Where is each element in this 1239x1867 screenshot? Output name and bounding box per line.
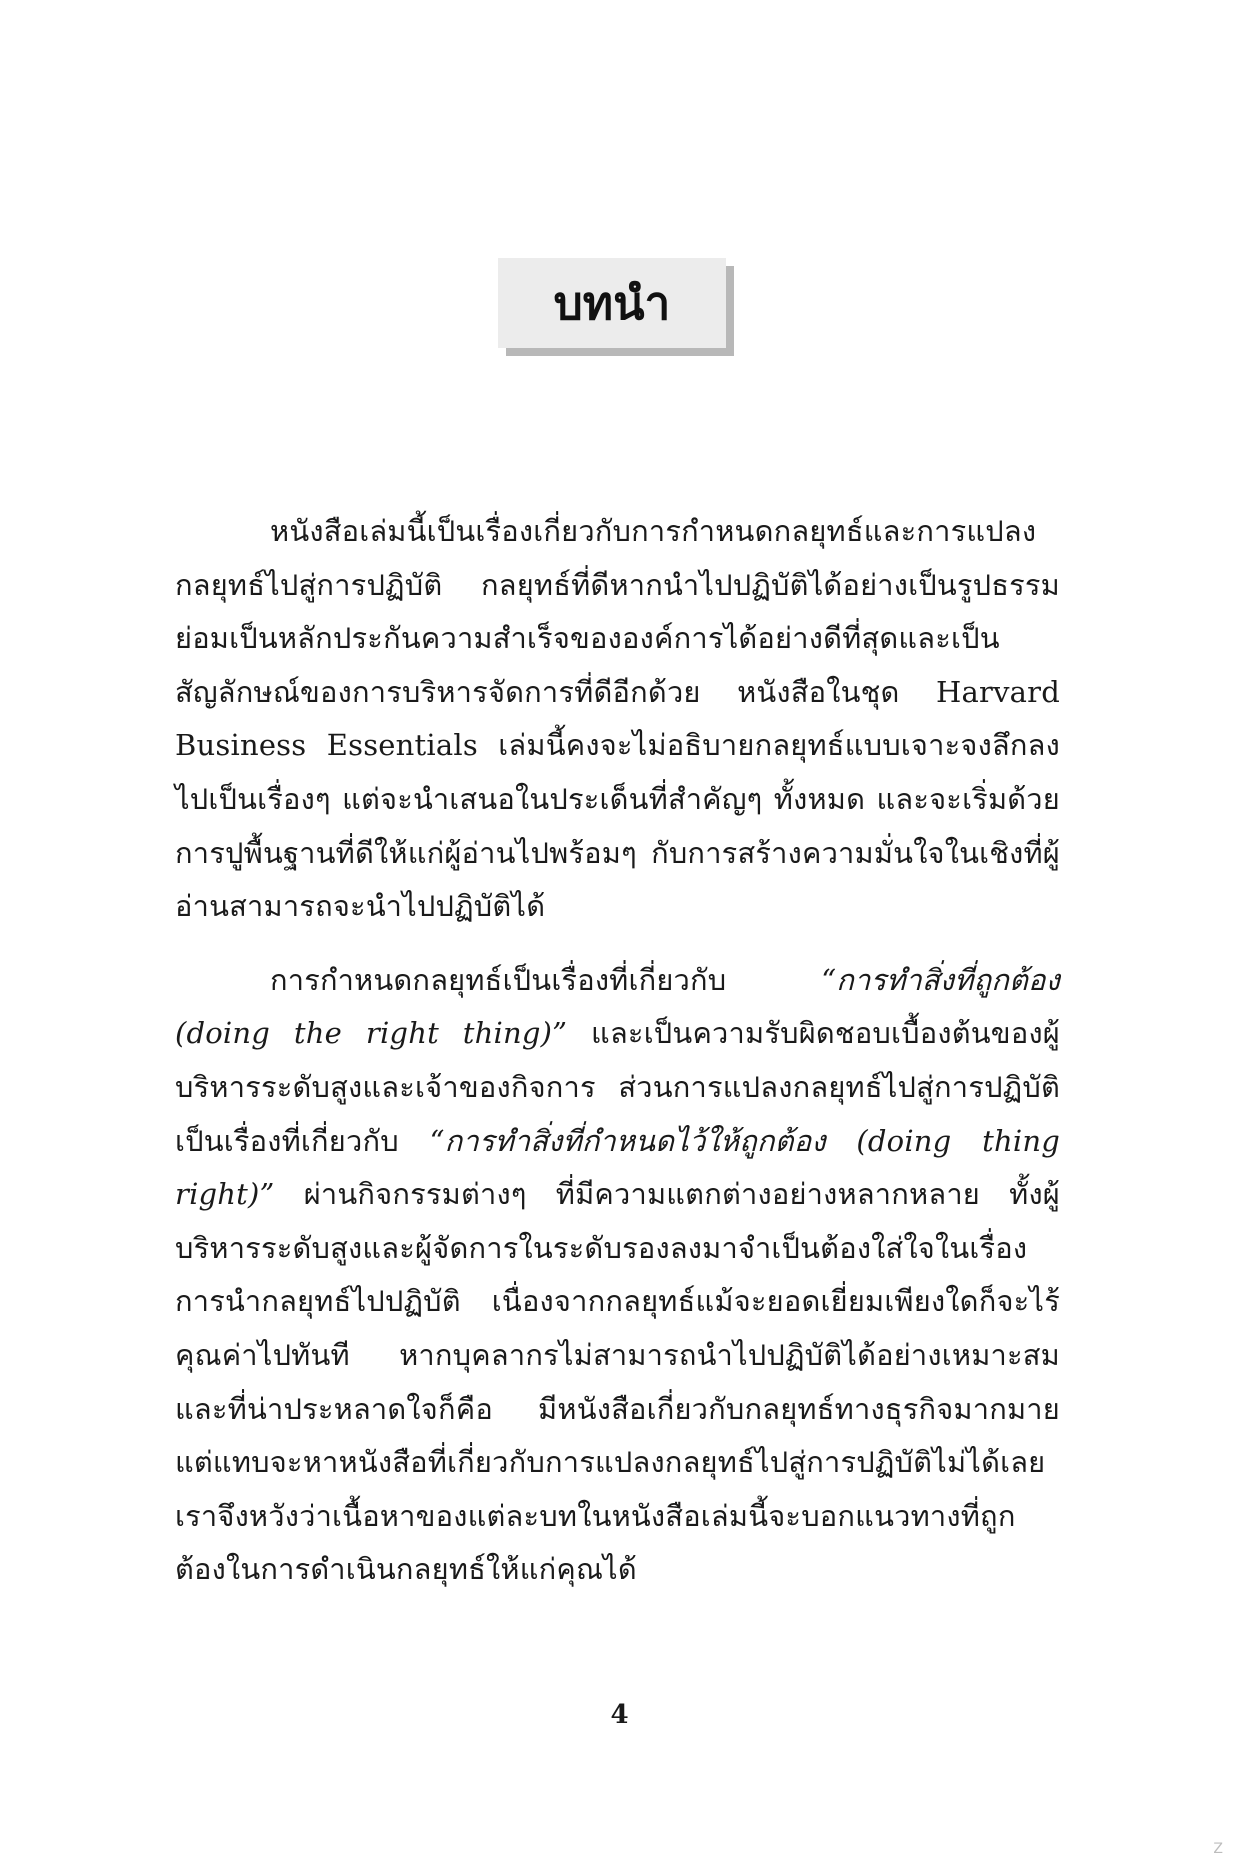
chapter-title-block [498, 258, 726, 350]
paragraph-1-text-a: หนังสือเล่มนี้เป็นเรื่องเกี่ยวกับการกำหนดกลยุทธ์และการแปลงกลยุทธ์ไปสู่การปฏิบัติ กลยุทธ์ที่ดีหากนำไปปฏิบัติได้อย่างเป็นรูปธรรม ย่อมเป็นหลักประกันความสำเร็จขององค์การได้อย่างดีที่สุดและเป็นสัญลักษณ์ของการบริหารจัดการที่ดีอีกด้วย หนังสือในชุด [175, 514, 1060, 709]
paragraph-2-quote-2: “การทำสิ่งที่กำหนดไว้ให้ถูกต้อง (doing thing right)” [175, 1123, 1060, 1212]
paragraph-1-text-b: เล่มนี้คงจะไม่อธิบายกลยุทธ์แบบเจาะจงลึกลงไปเป็นเรื่องๆ แต่จะนำเสนอในประเด็นที่สำคัญๆ ทั้งหมด และจะเริ่มด้วยการปูพื้นฐานที่ดีให้แก่ผู้อ่านไปพร้อมๆ กับการสร้างความมั่นใจในเชิงที่ผู้อ่านสามารถจะนำไปปฏิบัติได้ [175, 728, 1060, 924]
paragraph-2-text-a: การกำหนดกลยุทธ์เป็นเรื่องที่เกี่ยวกับ [270, 962, 822, 997]
paragraph-2-quote-1: “การทำสิ่งที่ถูกต้อง (doing the right thing)” [175, 962, 1060, 1051]
corner-mark: Z [1213, 1841, 1223, 1857]
page-number: 4 [610, 1700, 629, 1730]
paragraph-2 [175, 954, 1060, 1597]
body-text [175, 505, 1060, 1597]
paragraph-2-text-c: ผ่านกิจกรรมต่างๆ ที่มีความแตกต่างอย่างหลากหลาย ทั้งผู้บริหารระดับสูงและผู้จัดการในระดับรองลงมาจำเป็นต้องใส่ใจในเรื่องการนำกลยุทธ์ไปปฏิบัติ เนื่องจากกลยุทธ์แม้จะยอดเยี่ยมเพียงใดก็จะไร้คุณค่าไปทันที หากบุคลากรไม่สามารถนำไปปฏิบัติได้อย่างเหมาะสม และที่น่าประหลาดใจก็คือ มีหนังสือเกี่ยวกับกลยุทธ์ทางธุรกิจมากมาย แต่แทบจะหาหนังสือที่เกี่ยวกับการแปลงกลยุทธ์ไปสู่การปฏิบัติไม่ได้เลย เราจึงหวังว่าเนื้อหาของแต่ละบทในหนังสือเล่มนี้จะบอกแนวทางที่ถูกต้องในการดำเนินกลยุทธ์ให้แก่คุณได้ [175, 1177, 1060, 1587]
paragraph-1-series-name: Harvard Business Essentials [175, 674, 1060, 763]
paragraph-1 [175, 505, 1060, 934]
paragraph-2-text-b: และเป็นความรับผิดชอบเบื้องต้นของผู้บริหารระดับสูงและเจ้าของกิจการ ส่วนการแปลงกลยุทธ์ไปสู่การปฏิบัติเป็นเรื่องที่เกี่ยวกับ [175, 1016, 1060, 1158]
chapter-title: บทนำ [498, 258, 726, 348]
